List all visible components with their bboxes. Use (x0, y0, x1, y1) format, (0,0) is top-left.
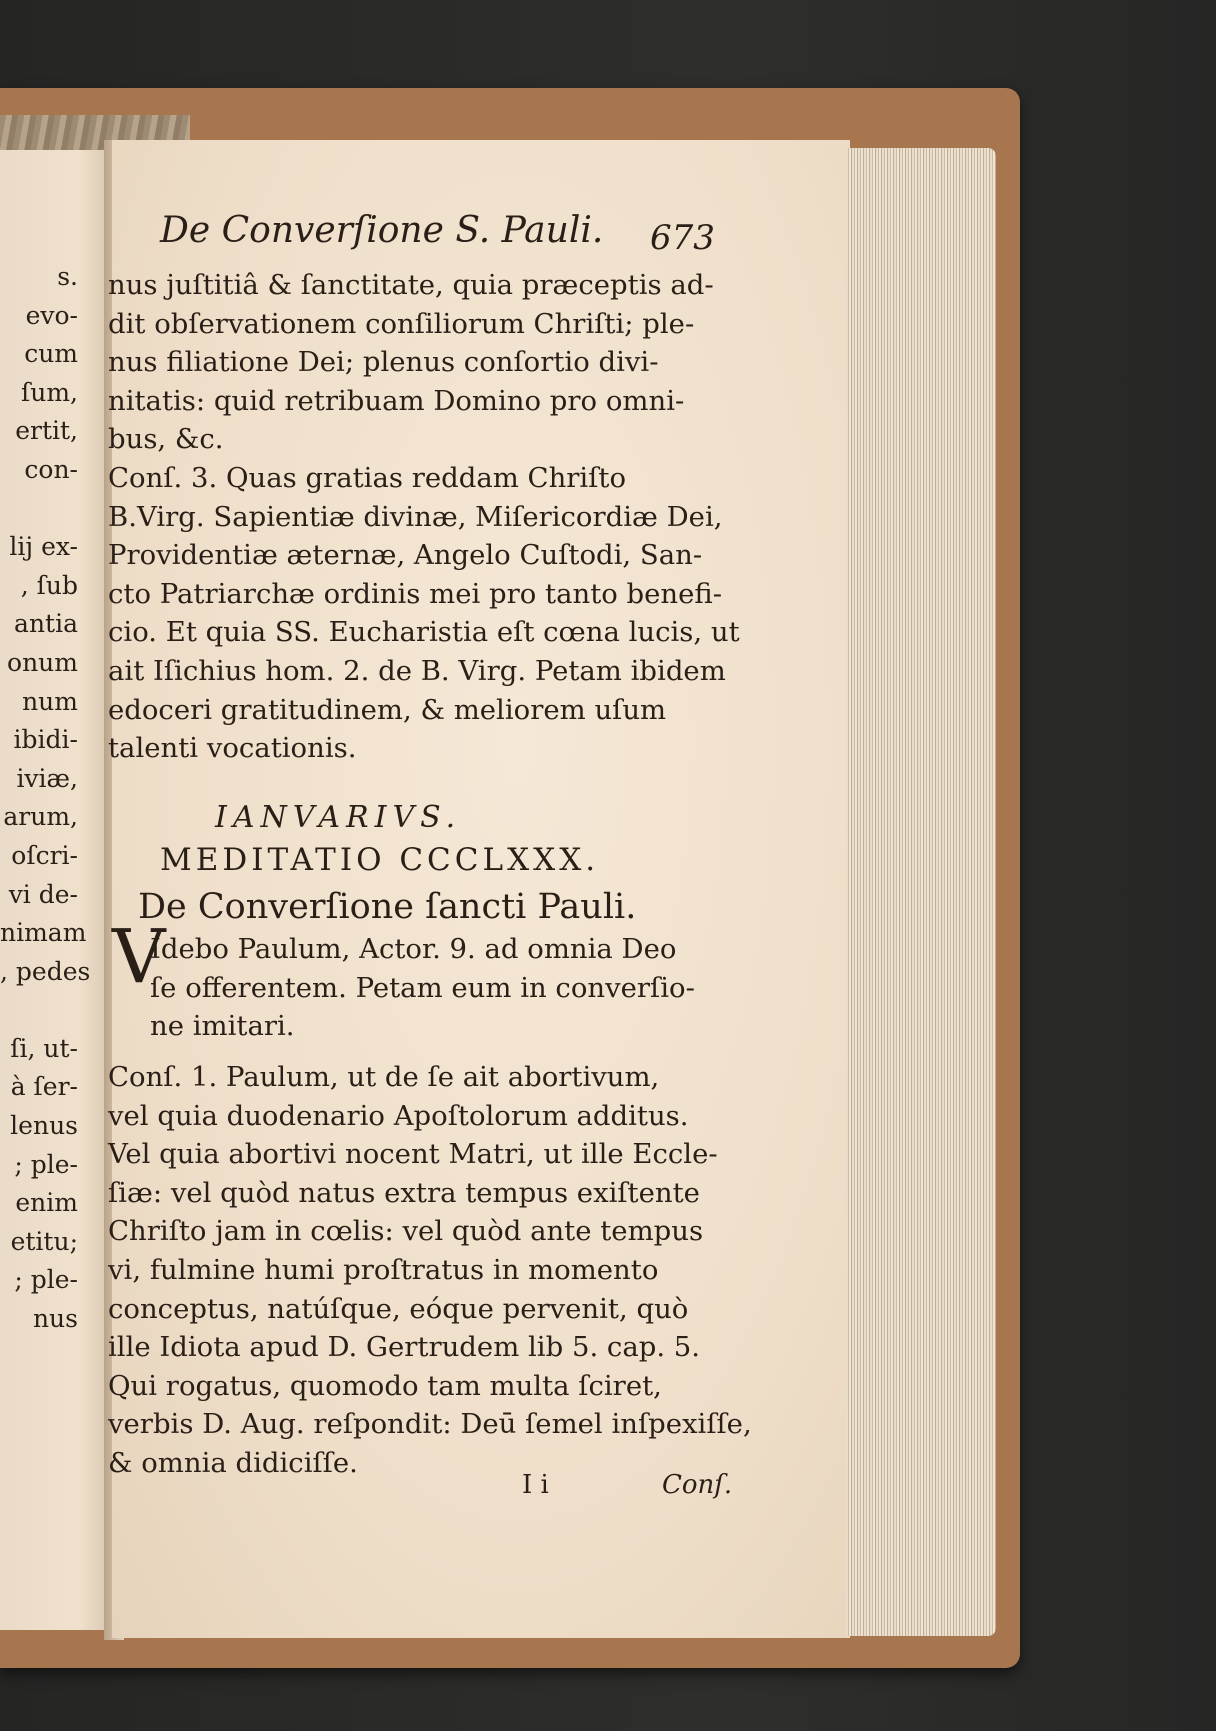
text-line: enim (15, 1188, 78, 1218)
text-line: ille Idiota apud D. Gertrudem lib 5. cap. 5. (108, 1331, 701, 1364)
text-line: nimam (0, 918, 87, 948)
text-line: Qui rogatus, quomodo tam multa ſciret, (108, 1369, 662, 1402)
text-line: nus (32, 1304, 78, 1334)
text-line: verbis D. Aug. reſpondit: Deū ſemel inſpexiſſe, (108, 1408, 752, 1441)
text-line: , ſub (20, 570, 78, 600)
text-line: cum (24, 339, 78, 369)
text-line: etitu; (10, 1226, 78, 1256)
text-line: , pedes (0, 956, 91, 986)
text-line: ne imitari. (150, 1010, 295, 1043)
text-line: talenti vocationis. (108, 732, 357, 765)
text-line: nus filiatione Dei; plenus conſortio divi- (108, 346, 659, 379)
text-line: Chriſto jam in cœlis: vel quòd ante tempus (108, 1215, 704, 1248)
text-line: onum (7, 647, 78, 677)
text-line: Providentiæ æternæ, Angelo Cuſtodi, San- (108, 539, 703, 572)
signature-mark: I i (522, 1470, 549, 1500)
drop-cap: V (112, 914, 166, 1000)
text-line: ; ple- (14, 1265, 78, 1295)
text-line: conceptus, natúſque, eóque pervenit, quò (108, 1292, 689, 1325)
text-line: con- (24, 454, 78, 484)
text-line: num (22, 686, 78, 716)
text-line: ait Iſichius hom. 2. de B. Virg. Petam ibidem (108, 654, 726, 687)
text-line: ibidi- (13, 725, 78, 755)
page-footer (112, 1470, 732, 1510)
text-line: nus juſtitiâ & ſanctitate, quia præceptis ad- (108, 269, 714, 301)
text-line: evo- (25, 300, 78, 330)
text-line: iviæ, (16, 763, 78, 793)
text-line: oſcri- (11, 840, 78, 870)
text-line: cio. Et quia SS. Eucharistia eſt cœna lucis, ut (108, 616, 740, 649)
text-line: ſi, ut- (10, 1033, 78, 1063)
text-line: ſe offerentem. Petam eum in converſio- (150, 971, 695, 1004)
text-line: vi, fulmine humi proſtratus in momento (108, 1253, 659, 1286)
text-line: Conſ. 3. Quas gratias reddam Chriſto (108, 461, 627, 494)
meditation-number: MEDITATIO CCCLXXX. (160, 842, 600, 878)
text-line: Conſ. 1. Paulum, ut de ſe ait abortivum, (108, 1061, 660, 1093)
paragraph-1 (108, 266, 740, 768)
text-line: antia (14, 609, 78, 639)
paragraph-2 (150, 930, 730, 1046)
page-edges (846, 148, 996, 1636)
text-line: cto Patriarchæ ordinis mei pro tanto benefi- (108, 577, 723, 610)
text-line: ertit, (15, 416, 78, 446)
running-head: De Converſione S. Pauli. (160, 210, 604, 251)
text-line: B.Virg. Sapientiæ divinæ, Miſericordiæ Dei, (108, 500, 723, 533)
month-heading: IANVARIVS. (215, 800, 462, 835)
text-line: lij ex- (9, 532, 78, 562)
text-line: lenus (10, 1111, 78, 1141)
text-line: ; ple- (14, 1149, 78, 1179)
text-line: Idebo Paulum, Actor. 9. ad omnia Deo (150, 933, 677, 965)
text-line: à ſer- (10, 1072, 78, 1102)
text-line: s. (57, 262, 78, 291)
meditation-title: De Converſione ſancti Pauli. (138, 887, 637, 927)
text-line: & omnia didiciſſe. (108, 1446, 358, 1479)
text-line: nitatis: quid retribuam Domino pro omni- (108, 384, 685, 417)
left-page-margin-text (0, 258, 91, 1339)
text-line: vel quia duodenario Apoſtolorum additus. (108, 1099, 689, 1132)
text-line: ſiæ: vel quòd natus extra tempus exiſtente (108, 1176, 700, 1209)
text-line: dit obſervationem conſiliorum Chriſti; ple- (108, 307, 695, 340)
text-line (0, 991, 78, 1030)
text-line (0, 490, 78, 529)
paragraph-3 (108, 1058, 752, 1483)
page-number: 673 (650, 218, 715, 258)
text-line: Vel quia abortivi nocent Matri, ut ille Eccle- (108, 1138, 718, 1171)
text-line: ſum, (20, 377, 78, 407)
text-line: arum, (3, 802, 78, 832)
text-line: edoceri gratitudinem, & meliorem uſum (108, 693, 667, 726)
catchword: Conſ. (662, 1470, 733, 1500)
text-line: bus, &c. (108, 423, 224, 456)
text-line: vi de- (8, 879, 78, 909)
